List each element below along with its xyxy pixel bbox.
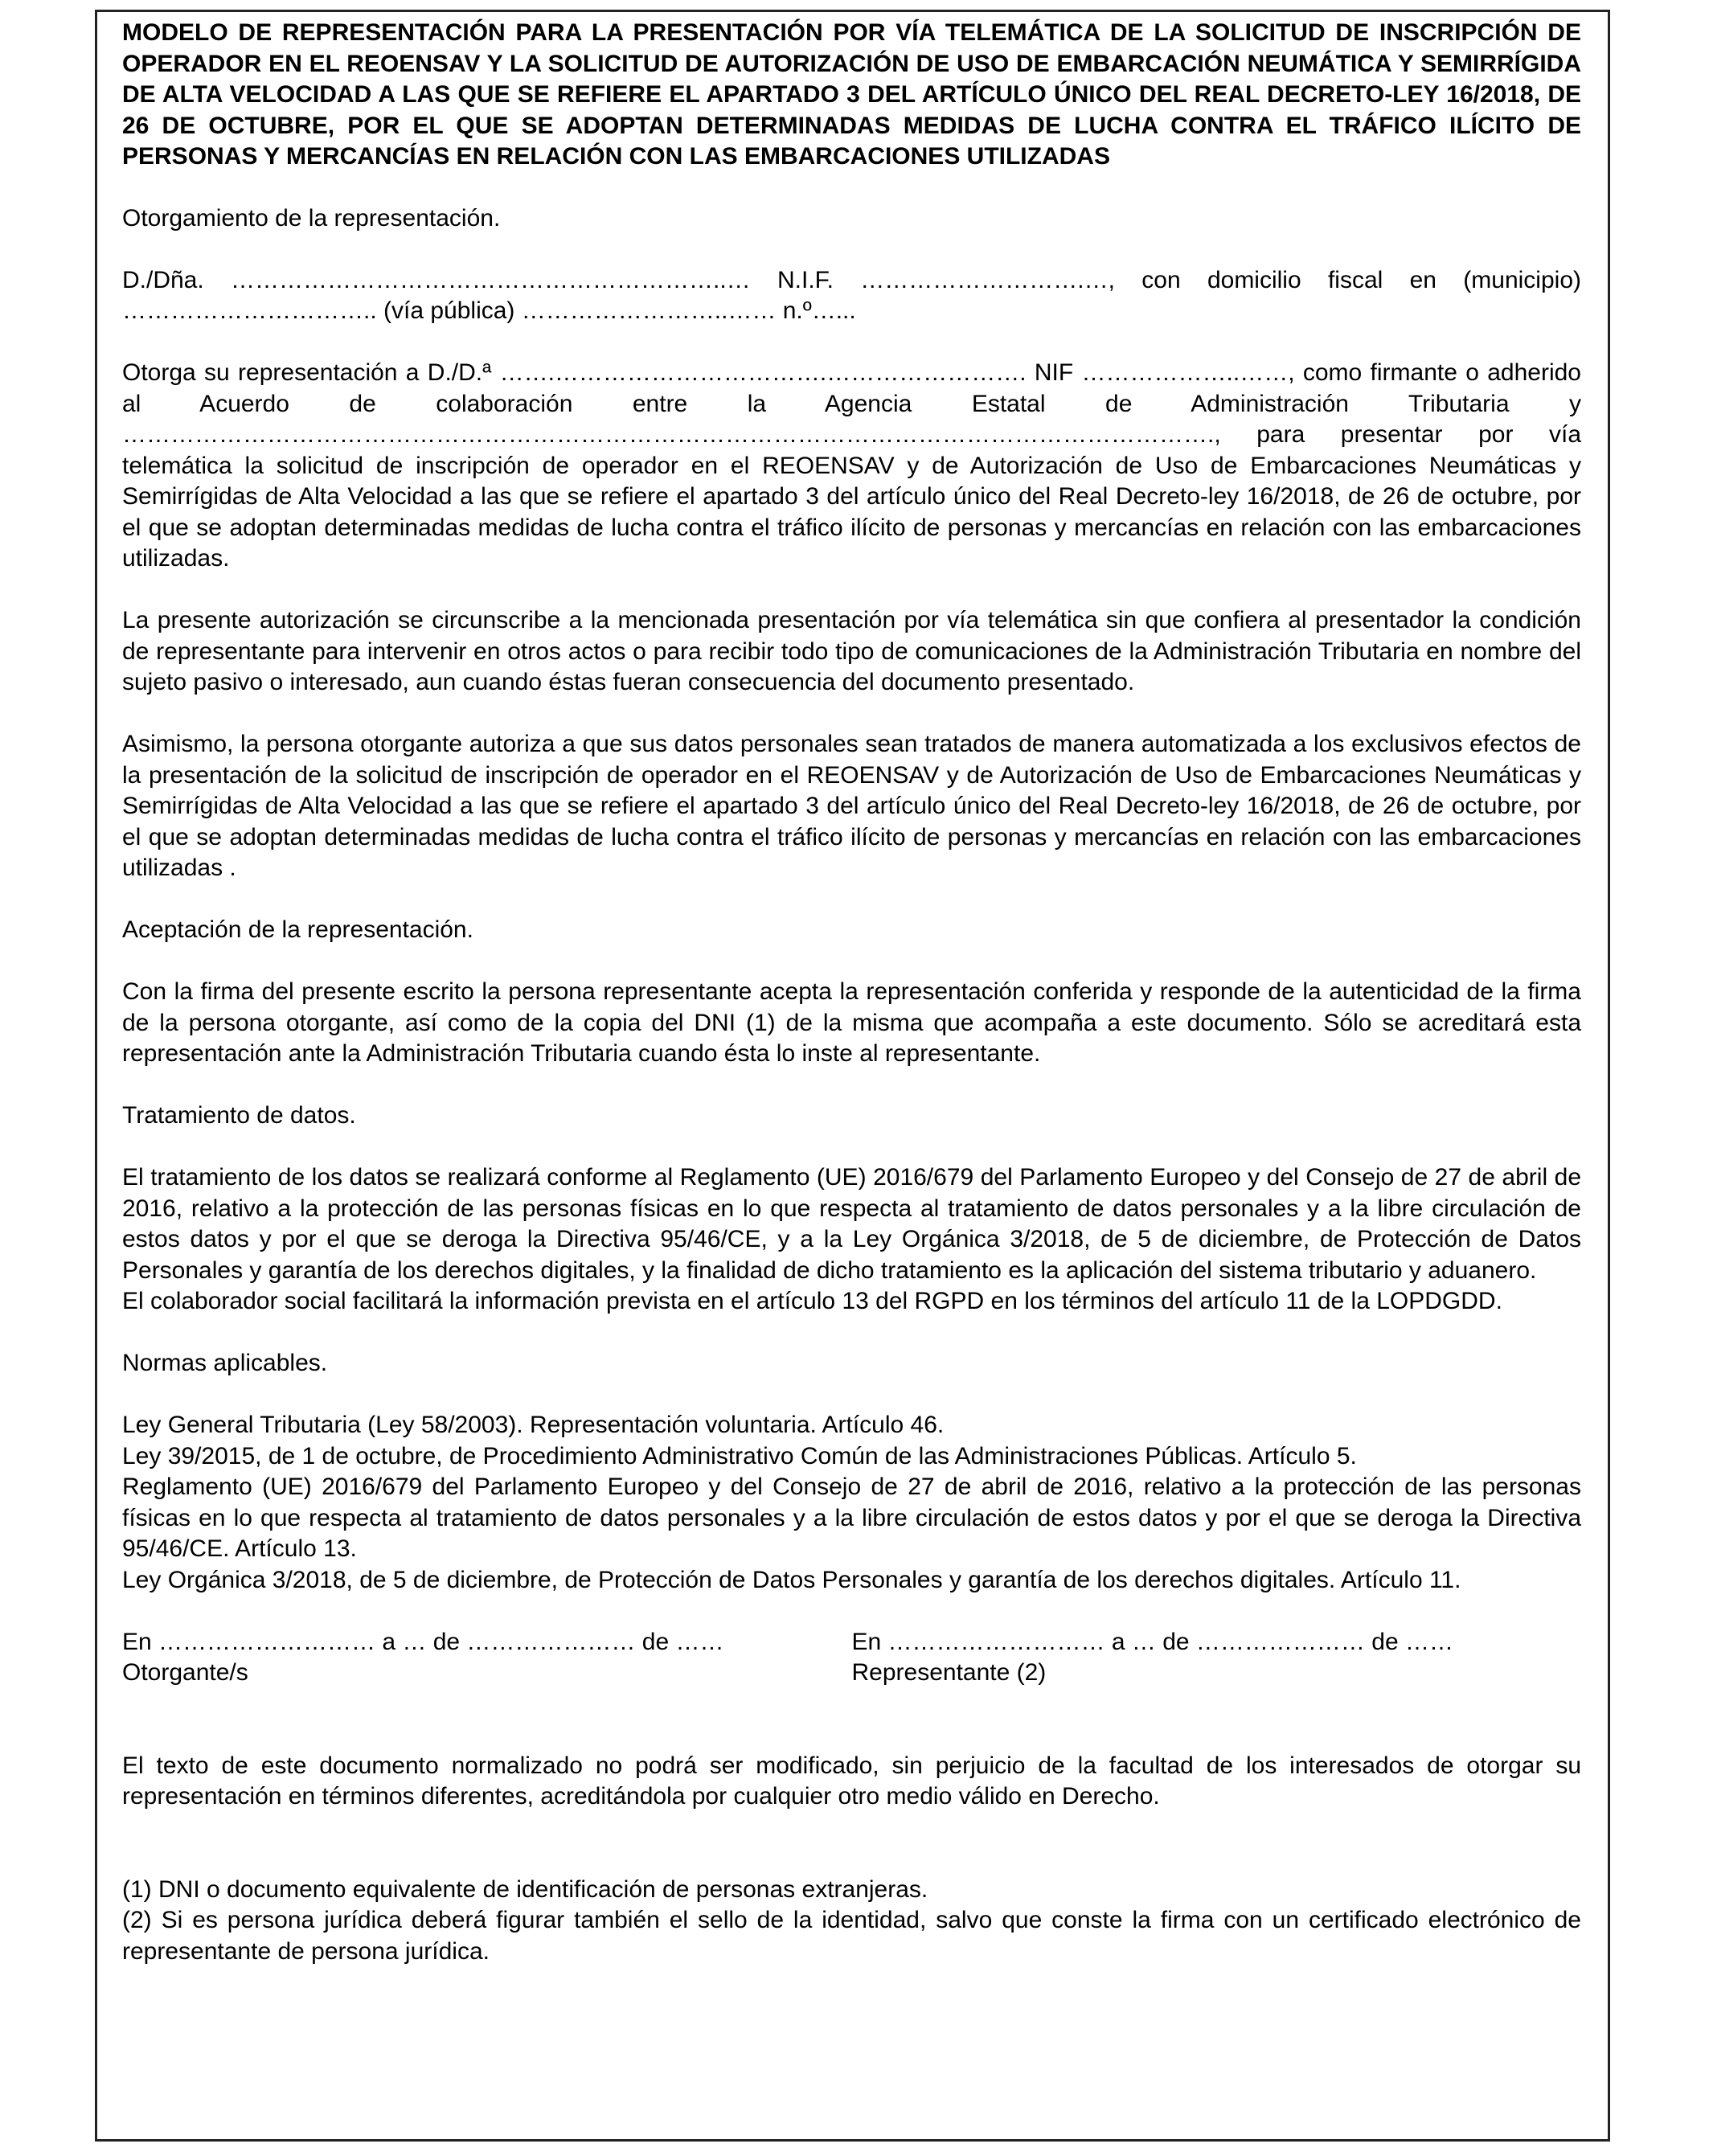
footnote: (2) Si es persona jurídica deberá figurar también el sello de la identidad, salvo que conste la firma con un certificado electrónico de representante de persona jurídica.: [122, 1907, 1581, 1965]
dona-line: D./Dña. ……………………………………………………..… N.I.F. ……………………….…, con domicilio fiscal en (municipio) ………………………….. (vía pública) ……………………..…… n.º…...: [122, 266, 1581, 324]
otorgante-label: Otorgante/s: [122, 1659, 248, 1686]
normas-heading: Normas aplicables.: [122, 1350, 328, 1376]
footnote: (1) DNI o documento equivalente de identificación de personas extranjeras.: [122, 1875, 928, 1903]
presente-paragraph: La presente autorización se circunscribe a la mencionada presentación por vía telemática sin que confiera al presentador la condición de representante para intervenir en otros actos o para recibir todo tipo de comunicaciones de la Administración Tributaria en nombre del sujeto pasivo o interesado, aun cuando éstas fueran consecuencia del documento presentado.: [122, 607, 1581, 695]
tratamiento-heading: Tratamiento de datos.: [122, 1102, 356, 1129]
aceptacion-paragraph: Con la firma del presente escrito la persona representante acepta la representación conferida y responde de la autenticidad de la firma de la persona otorgante, así como de la copia del DNI (1) de la misma que acompaña a este documento. Sólo se acreditará esta representación ante la Administración Tributaria cuando ésta lo inste al representante.: [122, 978, 1581, 1067]
otorga-paragraph: Otorga su representación a D./D.ª …….…………………………….……………………. NIF ………………..……, como firmante o adherido al Acuerdo de colaboración entre la Agencia Estatal de Administración Tributaria y ………………………………………………………………………………………………………………………., para presentar por vía telemática la solicitud de inscripción de operador en el REOENSAV y de Autorización de Uso de Embarcaciones Neumáticas y Semirrígidas de Alta Velocidad a las que se refiere el apartado 3 del artículo único del Real Decreto-ley 16/2018, de 26 de octubre, por el que se adoptan determinadas medidas de lucha contra el tráfico ilícito de personas y mercancías en relación con las embarcaciones utilizadas.: [122, 359, 1581, 572]
norma-item: Ley 39/2015, de 1 de octubre, de Procedimiento Administrativo Común de las Administraciones Públicas. Artículo 5.: [122, 1442, 1357, 1469]
document-body: [122, 18, 1581, 1967]
otorgante-place-date: En ……………………… a … de ………………… de ……: [122, 1628, 724, 1655]
asimismo-paragraph: Asimismo, la persona otorgante autoriza a que sus datos personales sean tratados de manera automatizada a los exclusivos efectos de la presentación de la solicitud de inscripción de operador en el REOENSAV y de Autorización de Uso de Embarcaciones Neumáticas y Semirrígidas de Alta Velocidad a las que se refiere el apartado 3 del artículo único del Real Decreto-ley 16/2018, de 26 de octubre, por el que se adoptan determinadas medidas de lucha contra el tráfico ilícito de personas y mercancías en relación con las embarcaciones utilizadas .: [122, 731, 1581, 881]
representante-label: Representante (2): [851, 1659, 1047, 1686]
closing-paragraph: El texto de este documento normalizado no podrá ser modificado, sin perjuicio de la facultad de los interesados de otorgar su representación en términos diferentes, acreditándola por cualquier otro medio válido en Derecho.: [122, 1752, 1581, 1810]
aceptacion-heading: Aceptación de la representación.: [122, 916, 473, 943]
norma-item: Ley Orgánica 3/2018, de 5 de diciembre, de Protección de Datos Personales y garantía de los derechos digitales. Artículo 11.: [122, 1566, 1461, 1593]
tratamiento-paragraph: El tratamiento de los datos se realizará conforme al Reglamento (UE) 2016/679 del Parlamento Europeo y del Consejo de 27 de abril de 2016, relativo a la protección de las personas físicas en lo que respecta al tratamiento de datos personales y a la libre circulación de estos datos y por el que se deroga la Directiva 95/46/CE, y a la Ley Orgánica 3/2018, de 5 de diciembre, de Protección de Datos Personales y garantía de los derechos digitales, y la finalidad de dicho tratamiento es la aplicación del sistema tributario y aduanero.: [122, 1164, 1581, 1284]
signature-block: [122, 1627, 1581, 1689]
signature-representante: [852, 1627, 1582, 1689]
norma-item: Reglamento (UE) 2016/679 del Parlamento Europeo y del Consejo de 27 de abril de 2016, relativo a la protección de las personas físicas en lo que respecta al tratamiento de datos personales y a la libre circulación de estos datos y por el que se deroga la Directiva 95/46/CE. Artículo 13.: [122, 1474, 1581, 1562]
document-title: MODELO DE REPRESENTACIÓN PARA LA PRESENTACIÓN POR VÍA TELEMÁTICA DE LA SOLICITUD DE INSCRIPCIÓN DE OPERADOR EN EL REOENSAV Y LA SOLICITUD DE AUTORIZACIÓN DE USO DE EMBARCACIÓN NEUMÁTICA Y SEMIRRÍGIDA DE ALTA VELOCIDAD A LAS QUE SE REFIERE EL APARTADO 3 DEL ARTÍCULO ÚNICO DEL REAL DECRETO-LEY 16/2018, DE 26 DE OCTUBRE, POR EL QUE SE ADOPTAN DETERMINADAS MEDIDAS DE LUCHA CONTRA EL TRÁFICO ILÍCITO DE PERSONAS Y MERCANCÍAS EN RELACIÓN CON LAS EMBARCACIONES UTILIZADAS: [122, 19, 1581, 170]
otorgamiento-heading: Otorgamiento de la representación.: [122, 204, 501, 232]
tratamiento-paragraph: El colaborador social facilitará la información prevista en el artículo 13 del RGPD en los términos del artículo 11 de la LOPDGDD.: [122, 1288, 1502, 1314]
representante-place-date: En ……………………… a … de ………………… de ……: [851, 1628, 1453, 1655]
signature-otorgante: [122, 1627, 852, 1689]
norma-item: Ley General Tributaria (Ley 58/2003). Representación voluntaria. Artículo 46.: [122, 1412, 945, 1438]
